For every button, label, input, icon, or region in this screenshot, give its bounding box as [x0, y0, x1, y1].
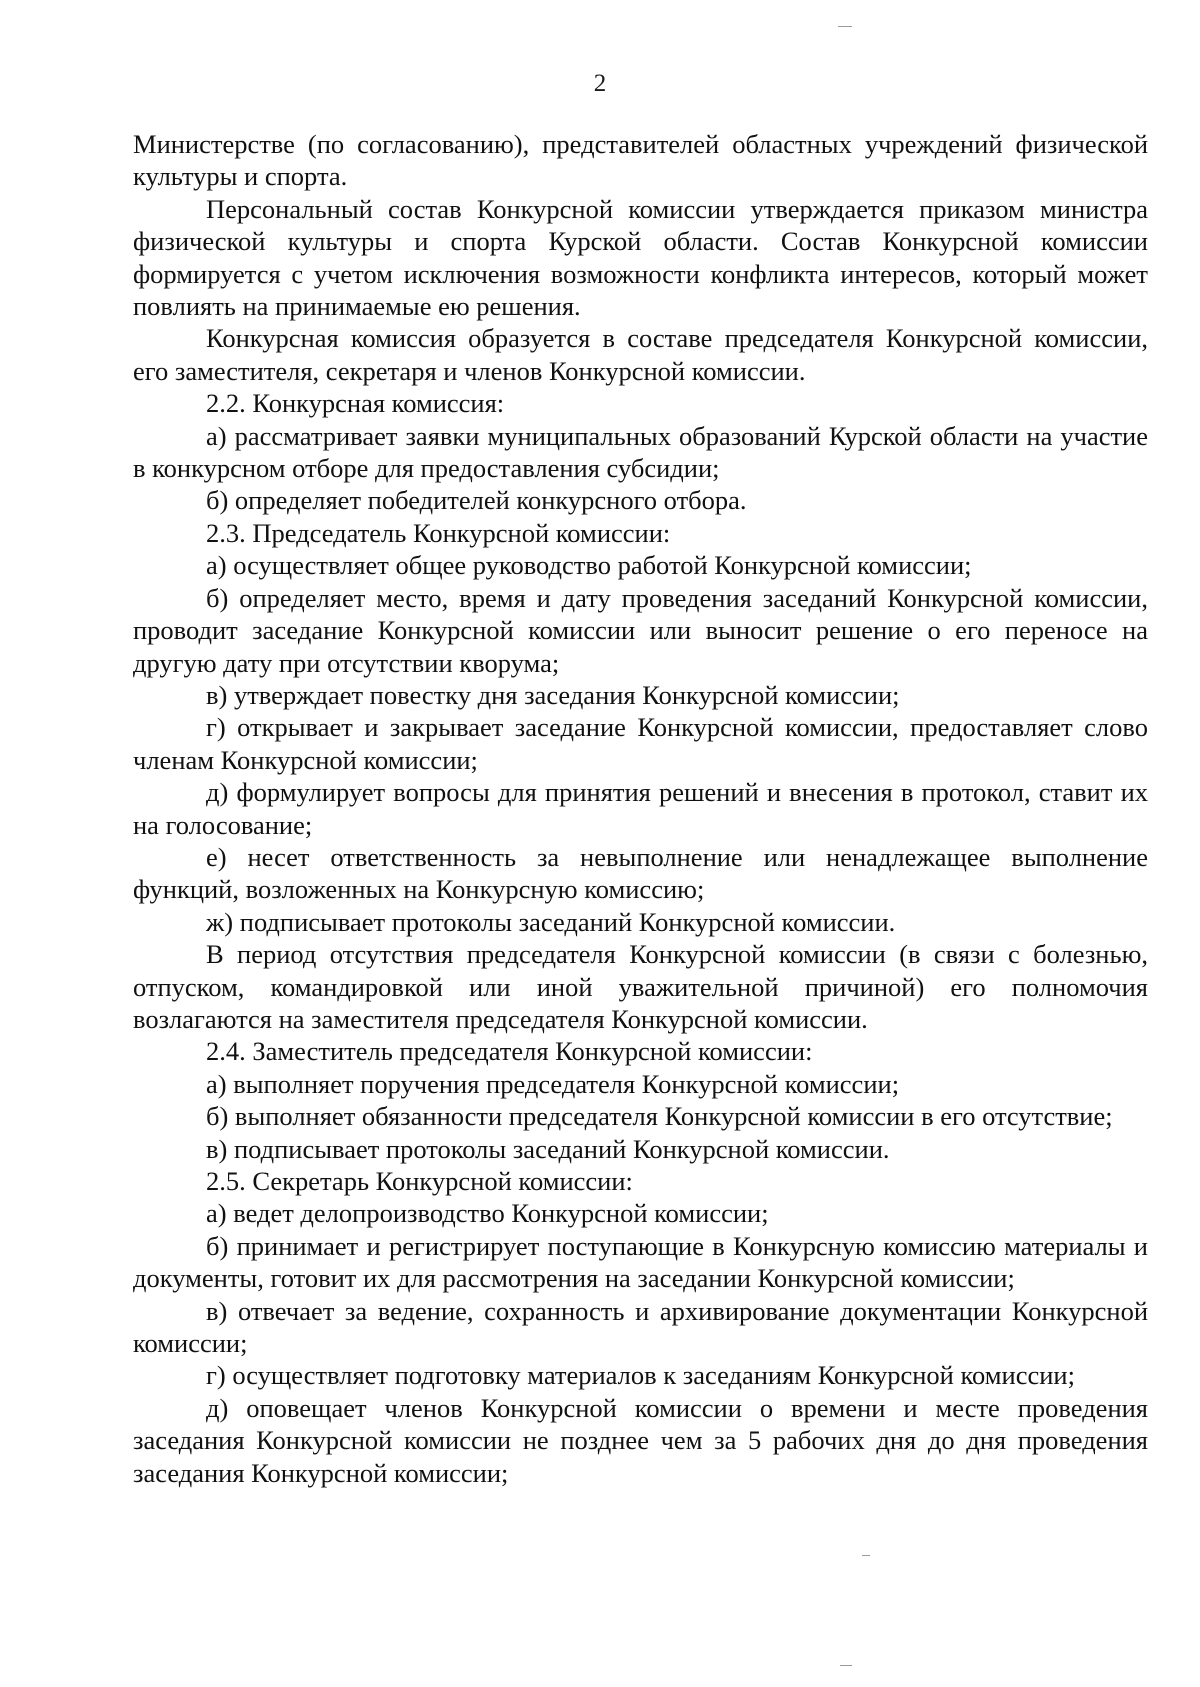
section-heading-2-4: 2.4. Заместитель председателя Конкурсной комиссии:: [206, 1036, 813, 1067]
paragraph-personal-composition: Персональный состав Конкурсной комиссии утверждается приказом министра физической культуры и спорта Курской области. Состав Конкурсной комиссии формируется с учетом исключения возможности конфликта интересов, который может повлиять на принимаемые ею решения.: [133, 193, 1148, 322]
list-item: а) рассматривает заявки муниципальных образований Курской области на участие в конкурсном отборе для предоставления субсидии;: [133, 420, 1148, 484]
list-item: а) ведет делопроизводство Конкурсной комиссии;: [206, 1198, 769, 1229]
section-heading-2-3: 2.3. Председатель Конкурсной комиссии:: [206, 517, 671, 548]
paragraph-chair-absence: В период отсутствия председателя Конкурсной комиссии (в связи с болезнью, отпуском, командировкой или иной уважительной причиной) его полномочия возлагаются на заместителя председателя Конкурсной комиссии.: [133, 939, 1148, 1034]
list-item: б) определяет победителей конкурсного отбора.: [206, 485, 747, 516]
scan-artifact-mark: [838, 26, 852, 27]
scan-artifact-mark: [840, 1665, 852, 1666]
section-heading-2-2: 2.2. Конкурсная комиссия:: [206, 388, 505, 419]
list-item: б) принимает и регистрирует поступающие в Конкурсную комиссию материалы и документы, готовит их для рассмотрения на заседании Конкурсной комиссии;: [133, 1230, 1148, 1294]
list-item: г) осуществляет подготовку материалов к заседаниям Конкурсной комиссии;: [206, 1360, 1075, 1391]
list-item: а) осуществляет общее руководство работой Конкурсной комиссии;: [206, 550, 972, 581]
list-item: д) оповещает членов Конкурсной комиссии о времени и месте проведения заседания Конкурсной комиссии не позднее чем за 5 рабочих дня до дня проведения заседания Конкурсной комиссии;: [133, 1392, 1148, 1488]
list-item: б) выполняет обязанности председателя Конкурсной комиссии в его отсутствие;: [206, 1101, 1113, 1132]
list-item: д) формулирует вопросы для принятия решений и внесения в протокол, ставит их на голосование;: [133, 777, 1148, 840]
list-item: в) отвечает за ведение, сохранность и архивирование документации Конкурсной комиссии;: [133, 1295, 1148, 1359]
list-item: а) выполняет поручения председателя Конкурсной комиссии;: [206, 1068, 900, 1099]
paragraph-commission-formation: Конкурсная комиссия образуется в составе председателя Конкурсной комиссии, его заместителя, секретаря и членов Конкурсной комиссии.: [133, 323, 1148, 386]
list-item: в) утверждает повестку дня заседания Конкурсной комиссии;: [206, 679, 900, 710]
list-item: е) несет ответственность за невыполнение или ненадлежащее выполнение функций, возложенных на Конкурсную комиссию;: [133, 841, 1148, 905]
document-body: [133, 128, 1148, 1489]
scan-artifact-mark: [862, 1555, 870, 1556]
page-number: 2: [593, 70, 607, 97]
list-item: в) подписывает протоколы заседаний Конкурсной комиссии.: [206, 1133, 890, 1164]
paragraph-continuation: Министерстве (по согласованию), представителей областных учреждений физической культуры и спорта.: [133, 129, 1148, 192]
list-item: ж) подписывает протоколы заседаний Конкурсной комиссии.: [206, 906, 896, 937]
list-item: г) открывает и закрывает заседание Конкурсной комиссии, предоставляет слово членам Конкурсной комиссии;: [133, 712, 1148, 775]
section-heading-2-5: 2.5. Секретарь Конкурсной комиссии:: [206, 1166, 633, 1196]
list-item: б) определяет место, время и дату проведения заседаний Конкурсной комиссии, проводит заседание Конкурсной комиссии или выносит решение о его переносе на другую дату при отсутствии кворума;: [133, 582, 1148, 678]
